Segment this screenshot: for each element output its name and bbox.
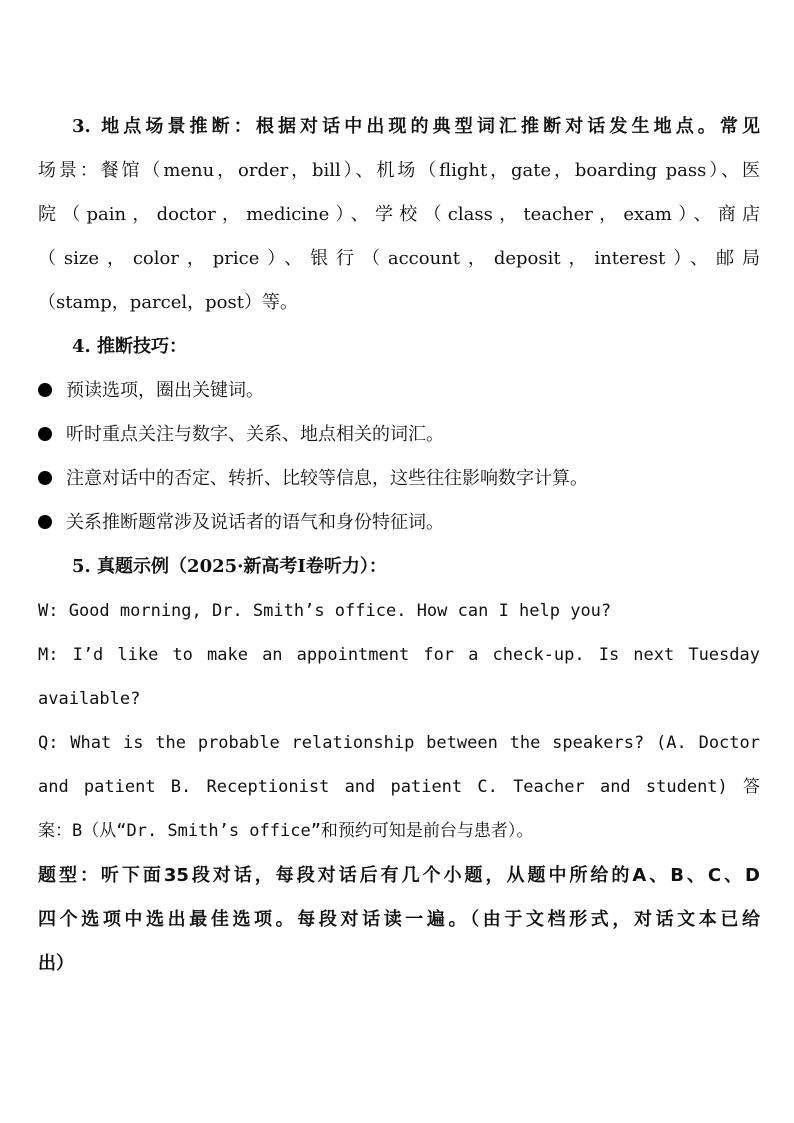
question-type-line-1: 题型：听下面35段对话，每段对话后有几个小题，从题中所给的A、B、C、D [38, 865, 760, 886]
section3-heading: 3. 地点场景推断：根据对话中出现的典型词汇推断对话发生地点。常见 [72, 116, 760, 137]
section3-line-4: （size，color，price）、银行（account，deposit，interest）、邮局 [38, 248, 760, 269]
bullet-text: 注意对话中的否定、转折、比较等信息，这些往往影响数字计算。 [66, 468, 588, 489]
bullet-icon [38, 427, 52, 441]
bullet-text: 预读选项，圈出关键词。 [66, 380, 264, 401]
bullet-text: 听时重点关注与数字、关系、地点相关的词汇。 [66, 424, 444, 445]
section5-title: 5. 真题示例（2025·新高考Ⅰ卷听力）： [72, 556, 387, 577]
question-type-line-2: 四个选项中选出最佳选项。每段对话读一遍。（由于文档形式，对话文本已给 [38, 909, 760, 930]
section3-line-3: 院（pain，doctor，medicine）、学校（class，teacher，exam）、商店 [38, 204, 760, 225]
section3-line-2: 场景：餐馆（menu，order，bill）、机场（flight，gate，boarding pass）、医 [38, 160, 760, 181]
bullet-icon [38, 471, 52, 485]
bullet-icon [38, 515, 52, 529]
list-item [38, 379, 760, 403]
list-item [38, 423, 760, 447]
bullet-text: 关系推断题常涉及说话者的语气和身份特征词。 [66, 512, 444, 533]
answer-line: 案：B（从“Dr. Smith’s office”和预约可知是前台与患者）。 [38, 821, 534, 841]
question-line: Q: What is the probable relationship between the speakers? (A. Doctor [38, 733, 760, 753]
dialogue-line-w: W: Good morning, Dr. Smith’s office. How can I help you? [38, 601, 612, 621]
list-item [38, 511, 760, 535]
question-type-line-3: 出） [38, 953, 74, 974]
list-item [38, 467, 760, 491]
dialogue-line-m: M: I’d like to make an appointment for a check-up. Is next Tuesday [38, 645, 760, 665]
question-options-line: and patient B. Receptionist and patient C. Teacher and student) 答 [38, 777, 760, 797]
bullet-icon [38, 383, 52, 397]
section3-line-5: （stamp，parcel，post）等。 [38, 292, 298, 313]
section3-line-1 [38, 115, 760, 139]
dialogue-line-m-cont: available? [38, 689, 141, 709]
section4-title: 4. 推断技巧： [72, 336, 188, 357]
